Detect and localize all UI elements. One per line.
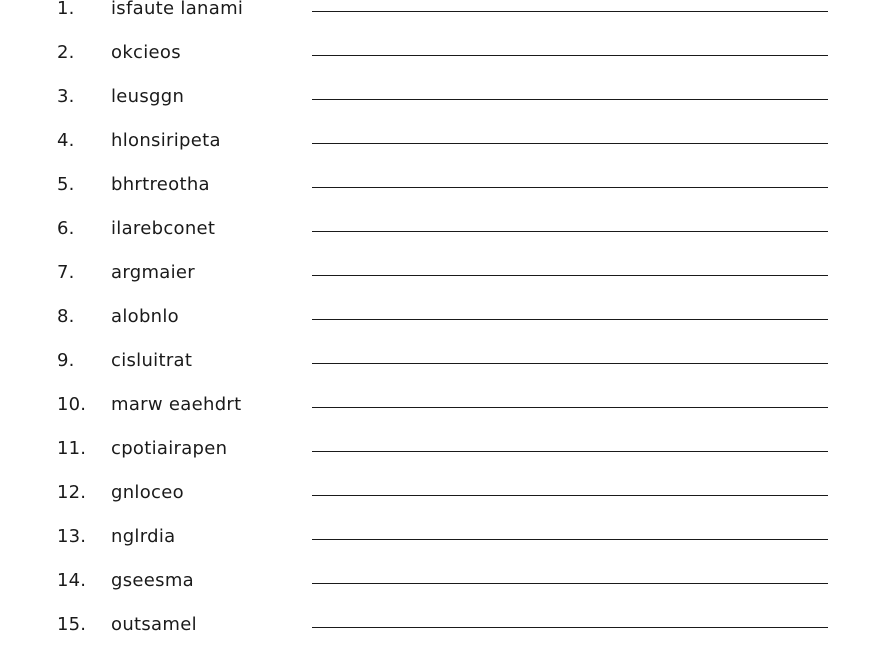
answer-line[interactable] [312,363,828,364]
answer-line[interactable] [312,451,828,452]
scrambled-word: nglrdia [111,526,176,547]
list-item [0,110,880,154]
scrambled-word: isfaute lanami [111,0,244,19]
item-number: 15. [57,614,87,635]
scrambled-word: bhrtreotha [111,174,210,195]
scrambled-word: alobnlo [111,306,179,327]
scrambled-word: okcieos [111,42,181,63]
answer-line[interactable] [312,539,828,540]
item-number: 13. [57,526,87,547]
list-item [0,594,880,638]
answer-line[interactable] [312,55,828,56]
answer-line[interactable] [312,11,828,12]
answer-line[interactable] [312,231,828,232]
scrambled-word: gseesma [111,570,194,591]
list-item [0,462,880,506]
item-number: 1. [57,0,75,19]
answer-line[interactable] [312,495,828,496]
scrambled-word: marw eaehdrt [111,394,242,415]
list-item [0,242,880,286]
list-item [0,506,880,550]
scrambled-word: gnloceo [111,482,184,503]
scrambled-word: cisluitrat [111,350,193,371]
item-number: 8. [57,306,75,327]
item-number: 3. [57,86,75,107]
scrambled-word: hlonsiripeta [111,130,221,151]
item-number: 2. [57,42,75,63]
item-number: 9. [57,350,75,371]
answer-line[interactable] [312,99,828,100]
item-number: 12. [57,482,87,503]
answer-line[interactable] [312,187,828,188]
list-item [0,66,880,110]
list-item [0,330,880,374]
list-item [0,154,880,198]
list-item [0,198,880,242]
list-item [0,374,880,418]
answer-line[interactable] [312,583,828,584]
item-number: 6. [57,218,75,239]
answer-line[interactable] [312,407,828,408]
answer-line[interactable] [312,143,828,144]
list-item [0,22,880,66]
answer-line[interactable] [312,319,828,320]
item-number: 11. [57,438,87,459]
item-number: 7. [57,262,75,283]
scrambled-word: cpotiairapen [111,438,228,459]
list-item [0,0,880,22]
list-item [0,550,880,594]
scrambled-word: argmaier [111,262,195,283]
scrambled-word: ilarebconet [111,218,216,239]
answer-line[interactable] [312,275,828,276]
answer-line[interactable] [312,627,828,628]
scrambled-word: outsamel [111,614,197,635]
item-number: 4. [57,130,75,151]
item-number: 5. [57,174,75,195]
scrambled-word: leusggn [111,86,185,107]
item-number: 10. [57,394,87,415]
list-item [0,418,880,462]
list-item [0,286,880,330]
item-number: 14. [57,570,87,591]
